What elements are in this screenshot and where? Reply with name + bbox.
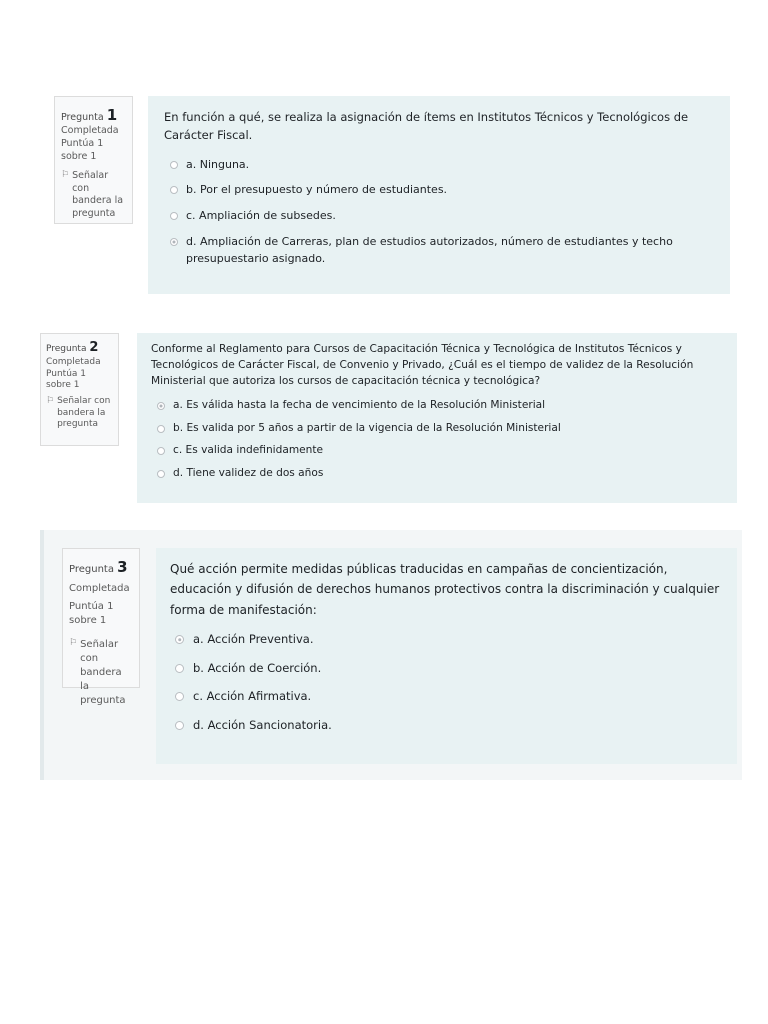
radio-button[interactable] <box>175 721 184 730</box>
question-text: Conforme al Reglamento para Cursos de Capacitación Técnica y Tecnológica de Institutos Técnicos y Tecnológicos de Carácter Fiscal, de Convenio y Privado, ¿Cuál es el tiempo de validez de la Resolución Ministerial que autoriza los cursos de capacitación técnica y tecnológica? <box>151 343 694 387</box>
question-label: Pregunta <box>46 344 87 354</box>
answer-label: a. Acción Preventiva. <box>193 632 314 647</box>
radio-button[interactable] <box>170 212 178 220</box>
flag-icon: ⚐ <box>46 395 55 406</box>
answer-option-b[interactable] <box>170 659 723 679</box>
question-score: Puntúa 1 sobre 1 <box>46 368 87 391</box>
radio-button-selected[interactable] <box>175 635 184 644</box>
answer-option-a[interactable] <box>164 156 714 174</box>
radio-button[interactable] <box>175 692 184 701</box>
answer-label: c. Es valida indefinidamente <box>173 444 324 457</box>
radio-button[interactable] <box>157 470 165 478</box>
flag-label: Señalar con bandera la pregunta <box>72 169 124 220</box>
answer-option-c[interactable] <box>164 207 714 225</box>
radio-button-selected[interactable] <box>157 402 165 410</box>
answer-label: d. Ampliación de Carreras, plan de estudios autorizados, número de estudiantes y techo presupuestario asignado. <box>186 234 673 266</box>
radio-button[interactable] <box>170 186 178 194</box>
answer-option-c[interactable] <box>151 443 723 459</box>
answer-option-b[interactable] <box>151 421 723 437</box>
question-number-value: 3 <box>117 558 128 576</box>
answer-option-a[interactable] <box>170 630 723 650</box>
question-status: Completada <box>61 125 119 137</box>
question-score: Puntúa 1 sobre 1 <box>69 601 114 626</box>
question-number <box>46 340 113 357</box>
answer-list <box>151 398 723 483</box>
flag-question-link[interactable] <box>46 396 113 431</box>
radio-button[interactable] <box>157 447 165 455</box>
answer-option-d[interactable] <box>164 233 714 268</box>
answer-list <box>164 156 714 268</box>
question-info <box>40 333 119 446</box>
answer-list <box>170 630 723 735</box>
question-info <box>54 96 133 224</box>
question-number <box>69 557 133 578</box>
radio-button-selected[interactable] <box>170 238 178 246</box>
flag-question-link[interactable] <box>61 170 126 221</box>
question-info <box>62 548 140 706</box>
answer-option-d[interactable] <box>151 466 723 482</box>
answer-option-c[interactable] <box>170 687 723 707</box>
flag-label: Señalar con bandera la pregunta <box>80 639 126 706</box>
question-content <box>156 548 737 764</box>
answer-option-a[interactable] <box>151 398 723 414</box>
question-status: Completada <box>46 356 101 367</box>
question-label: Pregunta <box>69 564 114 575</box>
flag-label: Señalar con bandera la pregunta <box>57 395 111 430</box>
flag-icon: ⚐ <box>69 638 78 648</box>
answer-label: a. Es válida hasta la fecha de vencimiento de la Resolución Ministerial <box>173 398 546 411</box>
question-score: Puntúa 1 sobre 1 <box>61 138 104 162</box>
question-label: Pregunta <box>61 112 104 123</box>
answer-label: d. Tiene validez de dos años <box>173 467 324 480</box>
question-content <box>148 96 730 294</box>
question-content <box>137 333 737 503</box>
question-status: Completada <box>69 583 130 594</box>
answer-label: c. Ampliación de subsedes. <box>186 208 336 222</box>
answer-label: a. Ninguna. <box>186 157 250 171</box>
answer-label: b. Acción de Coerción. <box>193 660 322 675</box>
answer-label: c. Acción Afirmativa. <box>193 689 312 704</box>
question-number-value: 1 <box>106 106 118 124</box>
answer-label: d. Acción Sancionatoria. <box>193 717 332 732</box>
question-text: En función a qué, se realiza la asignación de ítems en Institutos Técnicos y Tecnológicos de Carácter Fiscal. <box>164 110 689 143</box>
question-text: Qué acción permite medidas públicas traducidas en campañas de concientización, educación y difusión de derechos humanos protectivos contra la discriminación y cualquier forma de manifestación: <box>170 562 720 617</box>
radio-button[interactable] <box>170 161 178 169</box>
flag-icon: ⚐ <box>61 169 70 180</box>
answer-option-b[interactable] <box>164 181 714 199</box>
question-number <box>61 105 126 125</box>
flag-question-link[interactable] <box>69 638 133 708</box>
answer-label: b. Por el presupuesto y número de estudiantes. <box>186 183 448 197</box>
radio-button[interactable] <box>175 664 184 673</box>
answer-option-d[interactable] <box>170 716 723 736</box>
answer-label: b. Es valida por 5 años a partir de la vigencia de la Resolución Ministerial <box>173 421 561 434</box>
radio-button[interactable] <box>157 425 165 433</box>
question-number-value: 2 <box>89 340 99 355</box>
